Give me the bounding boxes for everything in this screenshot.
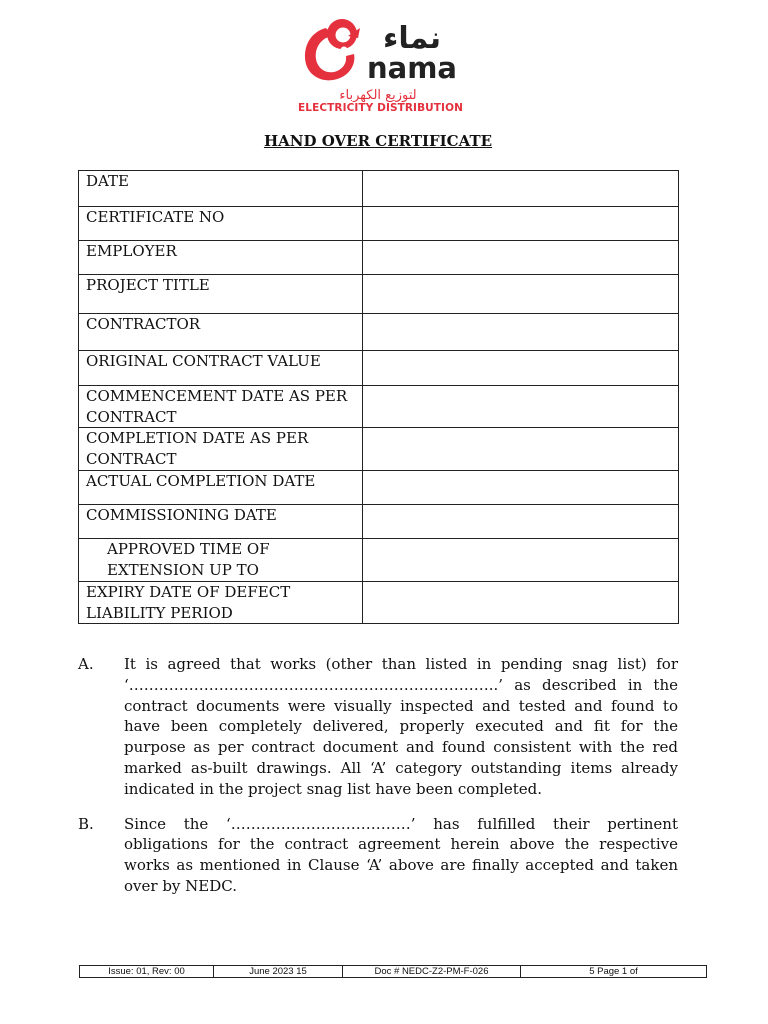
footer-doc-no: Doc # NEDC-Z2-PM-F-026 [343, 966, 521, 978]
clause-label: A. [78, 655, 94, 673]
nama-logo [298, 14, 463, 120]
document-title: HAND OVER CERTIFICATE [263, 132, 493, 150]
tagline-arabic: لتوزيع الكهرباء [339, 88, 417, 102]
table-row [79, 275, 679, 314]
footer-issue: Issue: 01, Rev: 00 [80, 966, 214, 978]
footer-date: June 2023 15 [214, 966, 343, 978]
clause-text: Since the ‘………………………………’ has fulfilled their pertinent obligations for the contract agreement herein above the respective works as mentioned in Clause ‘A’ above are finally accepted and taken over by NEDC. [124, 814, 678, 895]
field-value[interactable] [363, 428, 679, 471]
table-row [79, 386, 679, 428]
field-label: EXPIRY DATE OF DEFECT LIABILITY PERIOD [79, 582, 363, 624]
field-value[interactable] [363, 351, 679, 386]
field-value[interactable] [363, 241, 679, 275]
field-label: COMPLETION DATE AS PER CONTRACT [79, 428, 363, 471]
footer-page: 5 Page 1 of [521, 966, 707, 978]
footer-table [79, 965, 707, 978]
field-label: PROJECT TITLE [79, 275, 363, 314]
table-row [79, 471, 679, 505]
field-value[interactable] [363, 171, 679, 207]
table-row [79, 351, 679, 386]
field-value[interactable] [363, 471, 679, 505]
table-row [79, 241, 679, 275]
field-value[interactable] [363, 314, 679, 351]
table-row [79, 171, 679, 207]
field-value[interactable] [363, 386, 679, 428]
table-row [79, 539, 679, 582]
brand-arabic: نماء [383, 21, 441, 56]
clause-label: B. [78, 814, 94, 833]
clause-text: It is agreed that works (other than listed in pending snag list) for ‘………………………………………………………………..’ as described in the contract documents were visually inspected and tested and found to have been completely delivered, properly executed and fit for the purpose as per contract document and found consistent with the red marked as-built drawings. All ‘A’ category outstanding items already indicated in the project snag list have been completed. [124, 655, 678, 798]
table-row [79, 314, 679, 351]
footer-row [80, 966, 707, 978]
table-row [79, 505, 679, 539]
field-label: CERTIFICATE NO [79, 207, 363, 241]
field-label: COMMISSIONING DATE [79, 505, 363, 539]
clauses-section [78, 654, 678, 911]
field-label: APPROVED TIME OF EXTENSION UP TO [79, 539, 363, 582]
clause-a [78, 654, 678, 800]
brand-latin: nama [366, 51, 458, 85]
field-value[interactable] [363, 539, 679, 582]
field-value[interactable] [363, 582, 679, 624]
field-label: ACTUAL COMPLETION DATE [79, 471, 363, 505]
clause-b [78, 814, 678, 897]
table-row [79, 428, 679, 471]
table-row [79, 582, 679, 624]
field-value[interactable] [363, 207, 679, 241]
table-row [79, 207, 679, 241]
tagline-english: ELECTRICITY DISTRIBUTION [298, 102, 463, 114]
field-label: ORIGINAL CONTRACT VALUE [79, 351, 363, 386]
nama-logo-mark [298, 14, 460, 102]
field-label: CONTRACTOR [79, 314, 363, 351]
field-label: DATE [79, 171, 363, 207]
field-label: COMMENCEMENT DATE AS PER CONTRACT [79, 386, 363, 428]
field-value[interactable] [363, 505, 679, 539]
field-value[interactable] [363, 275, 679, 314]
details-table [78, 170, 679, 624]
field-label: EMPLOYER [79, 241, 363, 275]
